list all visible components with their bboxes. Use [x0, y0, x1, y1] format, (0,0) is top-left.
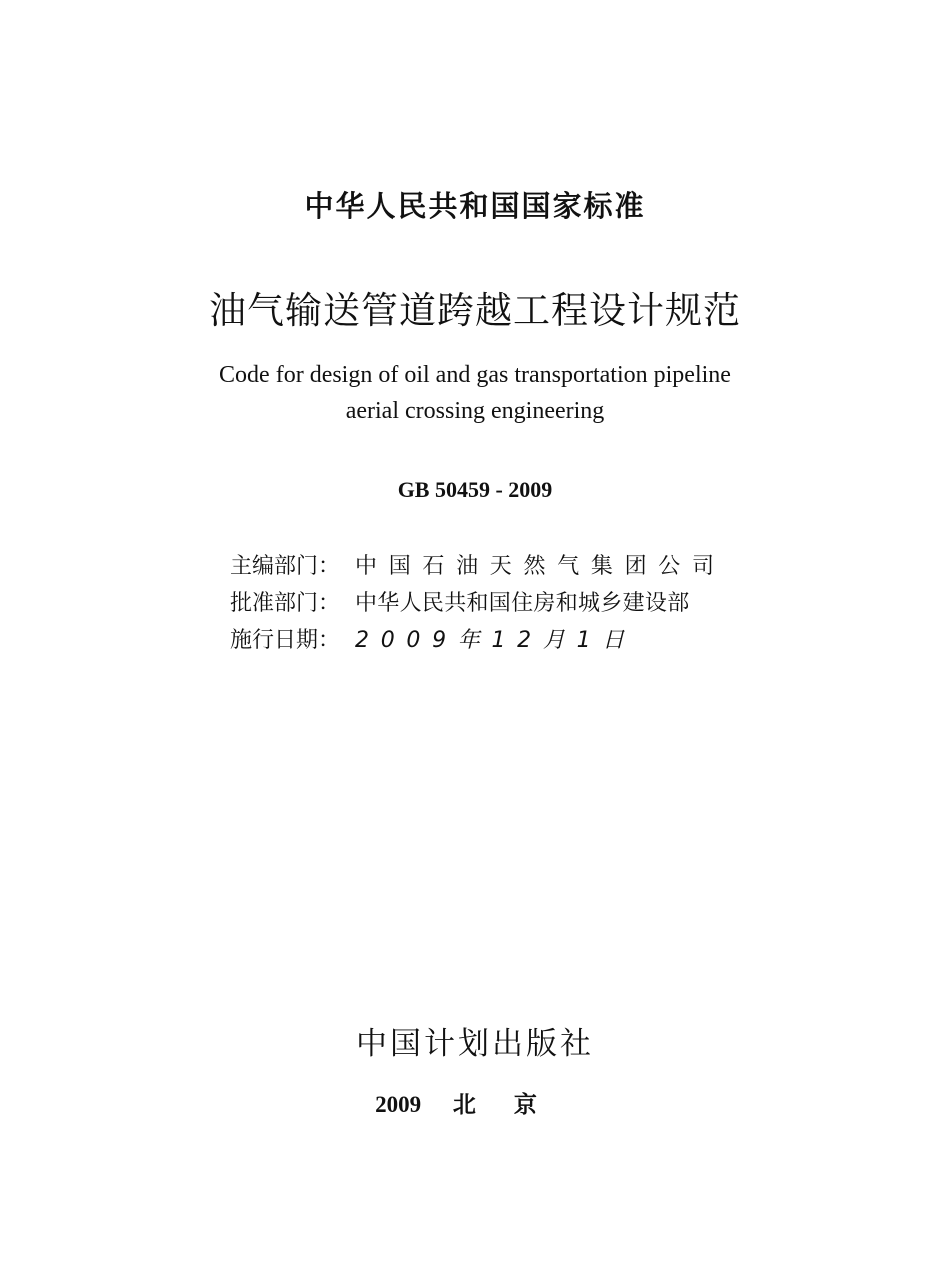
national-standard-heading: 中华人民共和国国家标准	[304, 189, 646, 223]
document-title-english-line-1: Code for design of oil and gas transportation pipeline	[219, 362, 731, 388]
publication-city: 北京	[452, 1092, 575, 1118]
info-value: 中国石油天然气集团公司	[355, 554, 726, 579]
info-label: 施行日期：	[230, 628, 341, 653]
info-label: 主编部门：	[230, 554, 341, 579]
publication-year: 2009	[375, 1092, 422, 1117]
info-row-effective-date	[230, 623, 636, 659]
publication-place	[0, 1086, 950, 1119]
document-title-english-line-2: aerial crossing engineering	[345, 398, 605, 424]
document-title-chinese: 油气输送管道跨越工程设计规范	[209, 289, 741, 332]
info-row-approval-department	[230, 586, 690, 622]
publisher-name: 中国计划出版社	[356, 1026, 594, 1062]
info-value: 中华人民共和国住房和城乡建设部	[355, 591, 690, 616]
info-row-chief-editor	[230, 549, 726, 585]
info-label: 批准部门：	[230, 591, 341, 616]
standard-code: GB 50459 - 2009	[397, 477, 553, 502]
info-value: 2009年12月1日	[355, 628, 636, 653]
